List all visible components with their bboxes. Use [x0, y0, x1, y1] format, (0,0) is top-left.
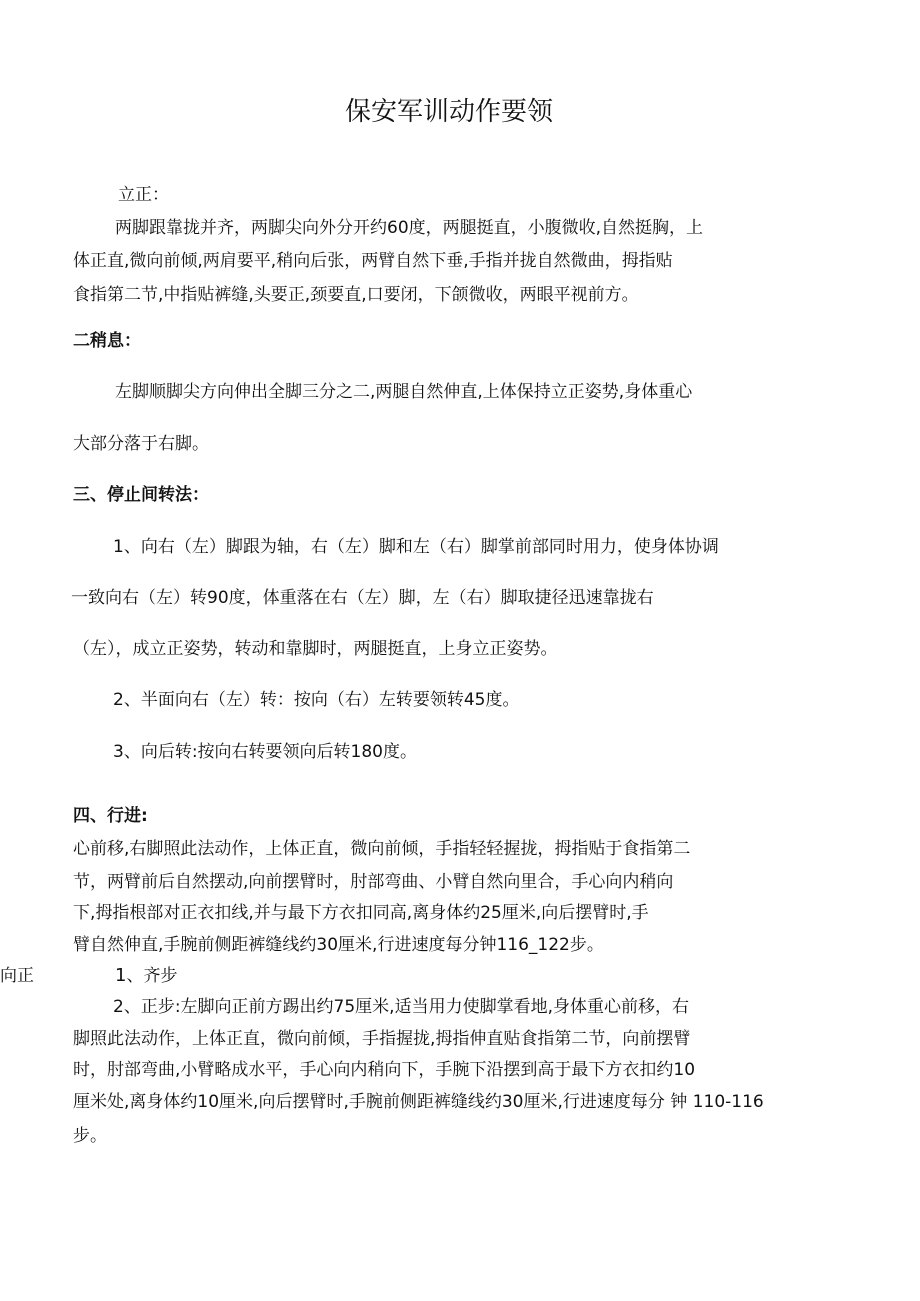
section-heading-marching: 四、行进:: [73, 806, 148, 826]
paragraph-line: 2、正步:左脚向正前方踢出约75厘米,适当用力使脚掌看地,身体重心前移，右: [113, 997, 689, 1017]
paragraph-line: 食指第二节,中指贴裤缝,头要正,颈要直,口要闭，下颌微收，两眼平视前方。: [73, 285, 639, 305]
paragraph-line: 步。: [73, 1126, 107, 1146]
paragraph-line: 下,拇指根部对正衣扣线,并与最下方衣扣同高,离身体约25厘米,向后摆臂时,手: [73, 903, 649, 923]
page-title: 保安军训动作要领: [344, 97, 553, 127]
section-heading-at-ease: 二稍息：: [73, 331, 141, 351]
paragraph-line: 左脚顺脚尖方向伸出全脚三分之二,两腿自然伸直,上体保持立正姿势,身体重心: [115, 382, 693, 402]
paragraph-line: 3、向后转:按向右转要领向后转180度。: [113, 742, 417, 762]
paragraph-line: 大部分落于右脚。: [73, 434, 209, 454]
paragraph-line: 心前移,右脚照此法动作，上体正直，微向前倾，手指轻轻握拢，拇指贴于食指第二: [73, 839, 691, 859]
side-text: 向正: [0, 966, 34, 986]
paragraph-line: 厘米处,离身体约10厘米,向后摆臂时,手腕前侧距裤缝线约30厘米,行进速度每分 钟 110-116: [73, 1092, 764, 1112]
section-heading-turning: 三、停止间转法：: [73, 485, 209, 505]
list-item-quick-march: [115, 964, 177, 988]
list-number: 1: [115, 965, 127, 986]
paragraph-line: 体正直,微向前倾,两肩要平,稍向后张，两臂自然下垂,手指并拢自然微曲，拇指贴: [73, 251, 673, 271]
section-heading-attention: 立正：: [118, 185, 169, 205]
list-item-label: 、齐步: [126, 966, 178, 986]
paragraph-line: 1、向右（左）脚跟为轴，右（左）脚和左（右）脚掌前部同时用力，使身体协调: [113, 537, 719, 557]
paragraph-line: 2、半面向右（左）转：按向（右）左转要领转45度。: [113, 690, 520, 710]
paragraph-line: 时，肘部弯曲,小臂略成水平，手心向内稍向下，手腕下沿摆到高于最下方衣扣约10: [73, 1060, 696, 1080]
paragraph-line: 节，两臂前后自然摆动,向前摆臂时，肘部弯曲、小臂自然向里合，手心向内稍向: [73, 872, 674, 892]
paragraph-line: 臂自然伸直,手腕前侧距裤缝线约30厘米,行进速度每分钟116_122步。: [73, 935, 604, 955]
paragraph-line: 两脚跟靠拢并齐，两脚尖向外分开约60度，两腿挺直，小腹微收,自然挺胸，上: [115, 218, 704, 238]
paragraph-line: （左），成立正姿势，转动和靠脚时，两腿挺直，上身立正姿势。: [73, 639, 558, 659]
paragraph-line: 一致向右（左）转90度，体重落在右（左）脚，左（右）脚取捷径迅速靠拢右: [71, 588, 654, 608]
paragraph-line: 脚照此法动作，上体正直，微向前倾，手指握拢,拇指伸直贴食指第二节，向前摆臂: [73, 1029, 691, 1049]
